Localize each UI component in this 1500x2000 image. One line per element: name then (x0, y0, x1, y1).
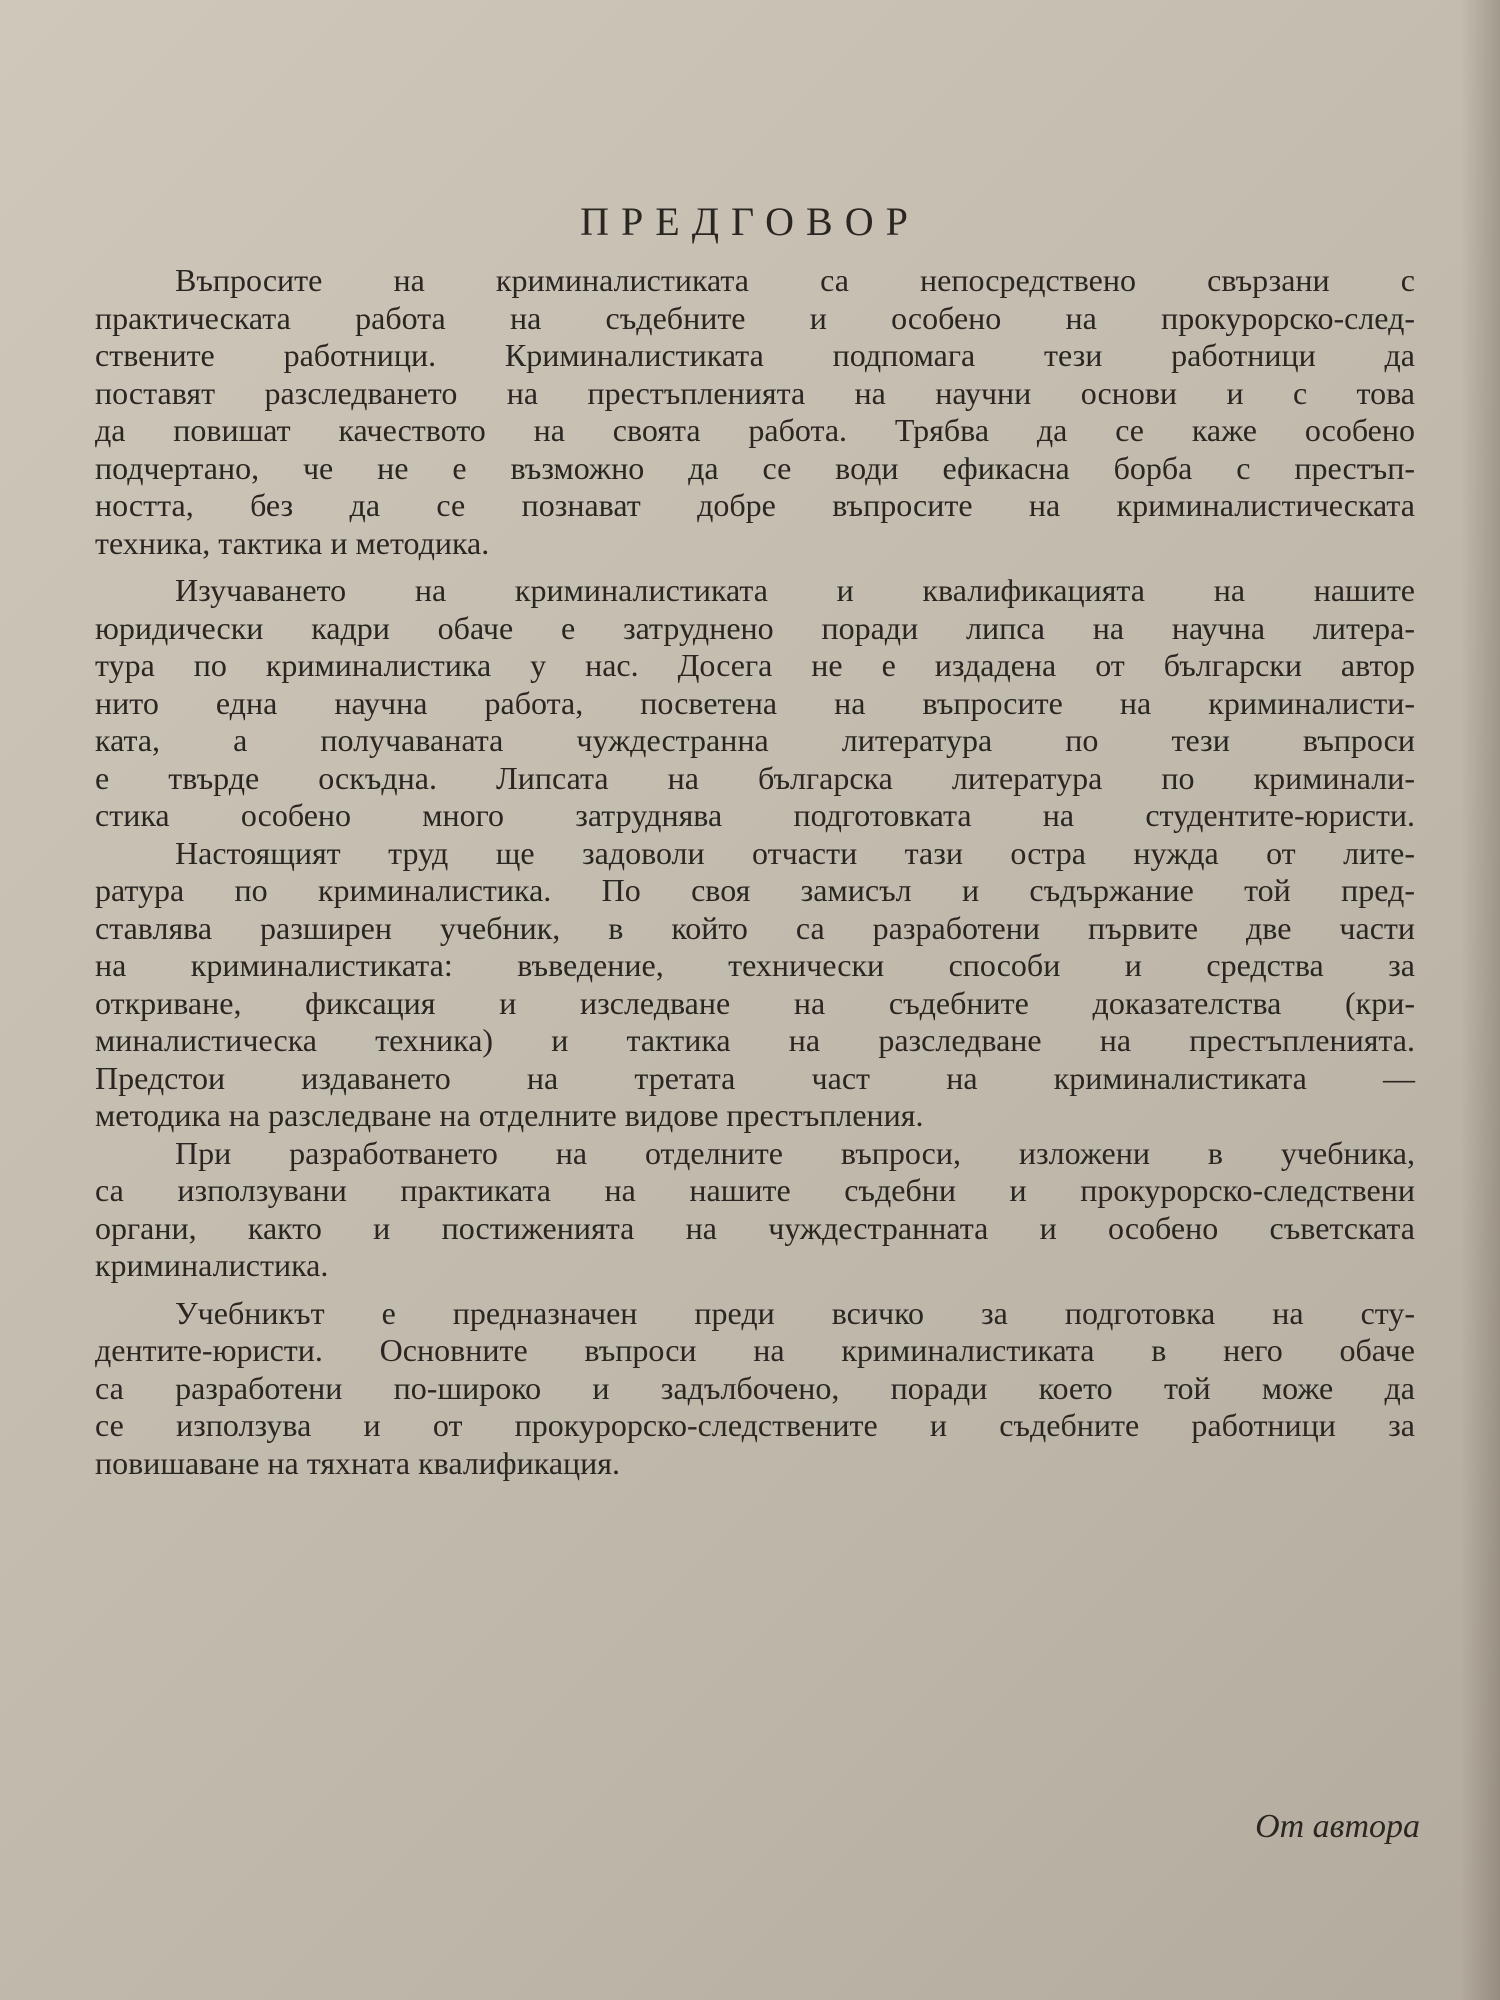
text-line: откриване, фиксация и изследване на съдебните доказателства (кри- (95, 984, 1415, 1021)
preface-text (95, 262, 1415, 1482)
text-line: повишаване на тяхната квалификация. (95, 1444, 621, 1481)
text-line: криминалистика. (95, 1247, 329, 1283)
paragraph-gap (95, 562, 1415, 572)
text-line: са разработени по-широко и задълбочено, поради което той може да (95, 1369, 1415, 1406)
paragraph (95, 835, 1415, 1135)
paragraph (95, 262, 1415, 562)
text-line: органи, както и постиженията на чуждестранната и особено съветската (95, 1209, 1415, 1246)
text-line: ставлява разширен учебник, в който са разработени първите две части (95, 909, 1415, 946)
text-line: ността, без да се познават добре въпросите на криминалистическата (95, 487, 1415, 523)
text-line: да повишат качеството на своята работа. Трябва да се каже особено (95, 412, 1415, 448)
paragraph (95, 572, 1415, 835)
text-line: се използува и от прокурорско-следствените и съдебните работници за (95, 1407, 1415, 1443)
text-line: Настоящият труд ще задоволи отчасти тази остра нужда от лите- (175, 834, 1415, 871)
paragraph-gap (95, 1285, 1415, 1295)
text-line: юридически кадри обаче е затруднено поради липса на научна литера- (95, 609, 1415, 646)
paragraph (95, 1135, 1415, 1285)
text-line: ратура по криминалистика. По своя замисъл и съдържание той пред- (95, 872, 1415, 908)
text-line: практическата работа на съдебните и особено на прокурорско-след- (95, 299, 1415, 336)
text-line: техника, тактика и методика. (95, 524, 490, 561)
text-line: дентите-юристи. Основните въпроси на криминалистиката в него обаче (95, 1332, 1415, 1368)
text-line: на криминалистиката: въведение, технически способи и средства за (95, 947, 1415, 983)
author-signature: От автора (1255, 1808, 1420, 1845)
text-line: Предстои издаването на третата част на криминалистиката — (95, 1059, 1415, 1096)
paragraph (95, 1295, 1415, 1483)
text-line: са използувани практиката на нашите съдебни и прокурорско-следствени (95, 1172, 1415, 1208)
text-line: При разработването на отделните въпроси, изложени в учебника, (175, 1134, 1415, 1171)
text-line: е твърде оскъдна. Липсата на българска литература по криминали- (95, 759, 1415, 796)
text-line: нито една научна работа, посветена на въпросите на криминалисти- (95, 684, 1415, 721)
text-line: поставят разследването на престъпленията на научни основи и с това (95, 374, 1415, 411)
text-line: стика особено много затруднява подготовката на студентите-юристи. (95, 797, 1415, 833)
page-title: ПРЕДГОВОР (580, 199, 920, 244)
text-line: методика на разследване на отделните видове престъпления. (95, 1097, 924, 1133)
text-line: ката, а получаваната чуждестранна литература по тези въпроси (95, 722, 1415, 758)
text-line: подчертано, че не е възможно да се води ефикасна борба с престъп- (95, 449, 1415, 486)
text-line: Учебникът е предназначен преди всичко за подготовка на сту- (175, 1294, 1415, 1331)
text-line: Изучаването на криминалистиката и квалификацията на нашите (175, 572, 1415, 608)
text-line: ствените работници. Криминалистиката подпомага тези работници да (95, 337, 1415, 373)
text-line: тура по криминалистика у нас. Досега не е издадена от български автор (95, 647, 1415, 683)
text-line: миналистическа техника) и тактика на разследване на престъпленията. (95, 1022, 1415, 1058)
text-line: Въпросите на криминалистиката са непосредствено свързани с (175, 262, 1415, 298)
